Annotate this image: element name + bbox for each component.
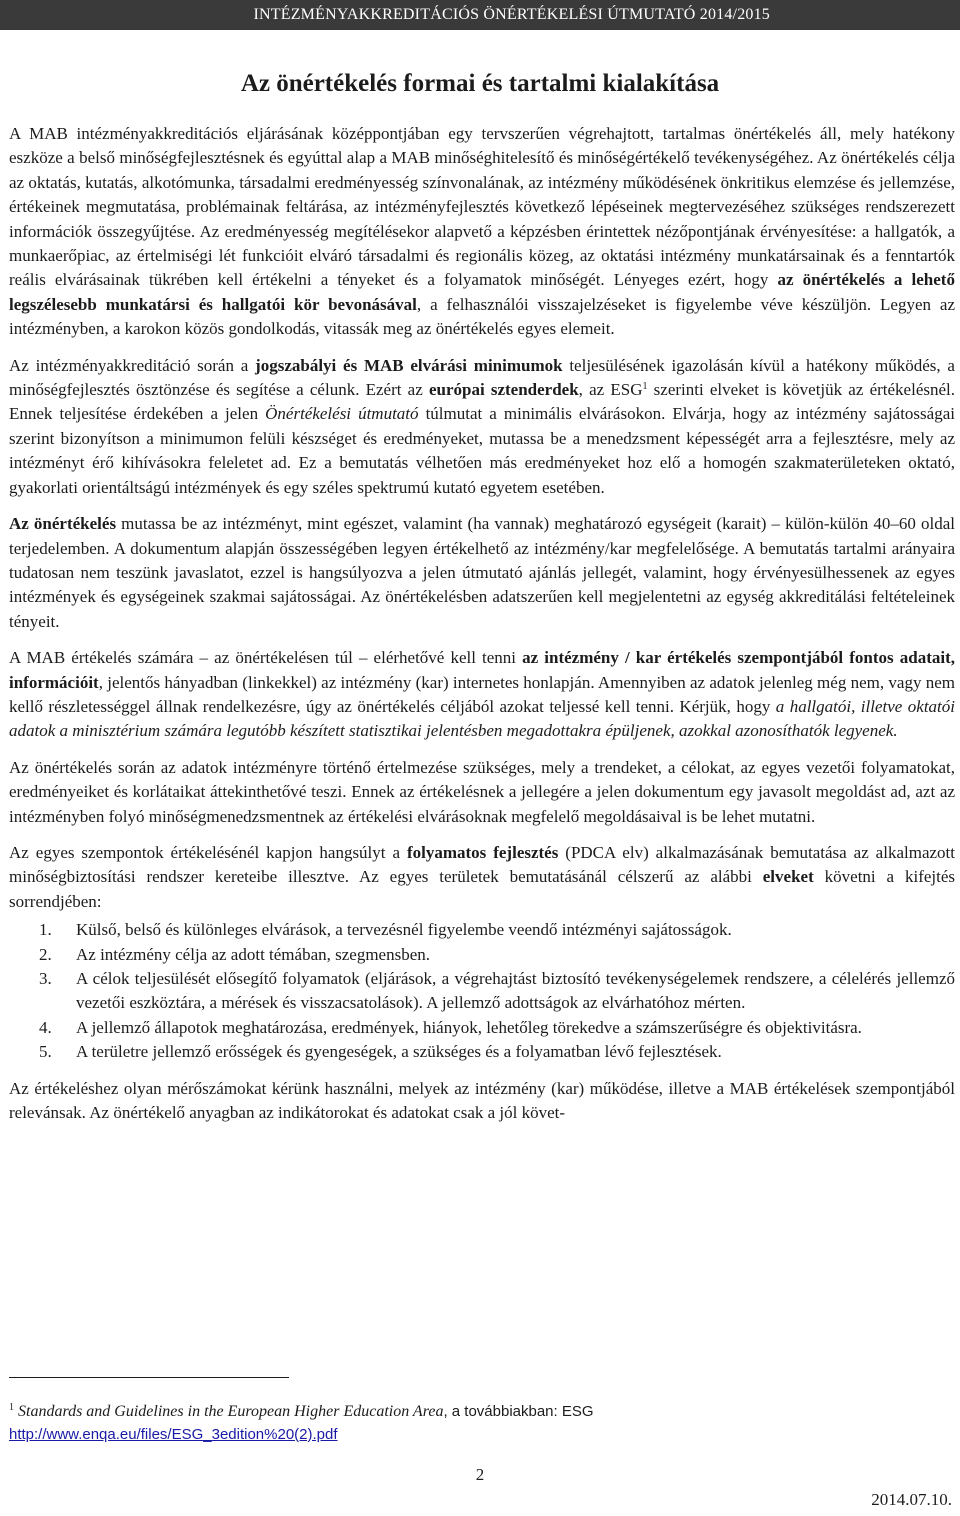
paragraph-principles bbox=[9, 841, 955, 914]
text: szerinti elveket is követjük az értékelésnél. Ennek teljesítése érdekében a jelen bbox=[9, 380, 956, 424]
text: teljesülésének igazolásán kívül a hatékony működés, a minőségfejlesztés ösztönzése és segítése a célunk. Ezért az bbox=[9, 355, 955, 400]
footnote-divider bbox=[9, 1377, 289, 1378]
paragraph-interpretation bbox=[9, 756, 955, 829]
page-title: Az önértékelés formai és tartalmi kialakítása bbox=[240, 70, 720, 97]
text: , jelentős hányadban (linkekkel) az intézmény (kar) internetes honlapján. Amennyiben az adatok jelenleg még nem, vagy nem kellő részletességgel állnak rendelkezésre, úgy az önértékelés céljából azokat teljessé kell tenni. Kérjük, hogy bbox=[9, 672, 955, 716]
document-body bbox=[9, 122, 955, 1137]
page-number: 2 bbox=[475, 1465, 485, 1484]
bold-text: folyamatos fejlesztés bbox=[406, 842, 559, 862]
footnote-text: , a továbbiakban: ESG bbox=[443, 1403, 594, 1420]
list-number: 2. bbox=[39, 944, 52, 964]
footnote-link[interactable]: http://www.enqa.eu/files/ESG_3edition%20(2).pdf bbox=[9, 1426, 338, 1443]
footnote-reference[interactable]: 1 bbox=[642, 381, 648, 393]
principles-list bbox=[9, 918, 955, 1064]
list-item-text: A területre jellemző erősségek és gyengeségek, a szükséges és a folyamatban lévő fejlesztések. bbox=[76, 1042, 722, 1062]
paragraph-intro bbox=[9, 122, 955, 342]
bold-text: jogszabályi és MAB elvárási minimumok bbox=[255, 355, 563, 375]
text: Az értékeléshez olyan mérőszámokat kérünk használni, melyek az intézmény (kar) működése, illetve a MAB értékelések szempontjából relevánsak. Az önértékelő anyagban az indikátorokat és adatokat csak a jól követ- bbox=[9, 1078, 955, 1123]
list-item bbox=[9, 943, 955, 967]
text: Az intézményakkreditáció során a bbox=[9, 355, 256, 375]
italic-text: a hallgatói, illetve oktatói adatok a minisztérium számára legutóbb készített statisztikai jelentésben megadottakra épüljenek, azokkal azonosíthatók legyenek. bbox=[9, 696, 955, 741]
paragraph-requirements bbox=[9, 354, 955, 500]
list-item-text: Külső, belső és különleges elvárások, a tervezésnél figyelembe veendő intézményi sajátosságok. bbox=[76, 920, 732, 940]
bold-text: Az önértékelés bbox=[9, 514, 117, 534]
footnote bbox=[9, 1400, 949, 1446]
list-number: 1. bbox=[39, 920, 52, 940]
text: túlmutat a minimális elvárásokon. Elvárja, hogy az intézmény sajátosságai szerint bizonyítson a minimumon felüli készséget és eredményeket, mutassa be a menedzsment képességét arra a fejlesztésre, mely az intézményt érő kihívásokra feleletet ad. Ez a bemutatás vélhetően más eredményeket hoz elő a homogén szakmaterületeken oktató, gyakorlati orientáltságú intézmények és egy széles spektrumú kutató egyetem esetében. bbox=[9, 404, 955, 497]
list-item-text: A jellemző állapotok meghatározása, eredmények, hiányok, lehetőleg törekedve a számszerűségre és objektivitásra. bbox=[76, 1017, 862, 1037]
bold-text: európai sztenderdek bbox=[428, 380, 579, 400]
text: mutassa be az intézményt, mint egészet, valamint (ha vannak) meghatározó egységeit (karait) – külön-külön 40–60 oldal terjedelemben. A dokumentum alapján összességében legyen értékelhető az intézmény/kar megfelelősége. A bemutatás tartalmi arányaira tudatosan nem teszünk javaslatot, ezzel is hangsúlyozva a jelen útmutató ajánlás jellegét, valamint, hogy érvényesülhessenek az egyes intézmények és egységeinek szakmai sajátosságai. Az önértékelésben adatszerűen kell megjelentetni az egység akkreditálási feltételeinek tényeit. bbox=[9, 514, 955, 631]
running-head bbox=[0, 0, 960, 30]
bold-text: az önértékelés a lehető legszélesebb munkatársi és hallgatói kör bevonásával bbox=[9, 270, 955, 314]
running-head-text: INTÉZMÉNYAKKREDITÁCIÓS ÖNÉRTÉKELÉSI ÚTMUTATÓ 2014/2015 bbox=[253, 6, 770, 23]
footnote-title: Standards and Guidelines in the European Higher Education Area bbox=[18, 1403, 444, 1420]
text: (PDCA elv) alkalmazásának bemutatása az alkalmazott minőségbiztosítási rendszer kereteibe illesztve. Az egyes területek bemutatásánál célszerű az alábbi bbox=[9, 842, 955, 887]
bold-text: az intézmény / kar értékelés szempontjából fontos adatait, információit bbox=[9, 648, 956, 692]
list-number: 4. bbox=[39, 1017, 52, 1037]
list-number: 3. bbox=[39, 969, 52, 988]
paragraph-data-access bbox=[9, 646, 955, 744]
footnote-mark: 1 bbox=[9, 1402, 14, 1413]
italic-text: Önértékelési útmutató bbox=[265, 404, 419, 424]
page-date: 2014.07.10. bbox=[871, 1490, 952, 1509]
list-item bbox=[9, 1016, 955, 1040]
footnote-line bbox=[9, 1400, 949, 1423]
paragraph-indicators bbox=[9, 1077, 955, 1126]
bold-text: elveket bbox=[762, 867, 814, 887]
text: A MAB értékelés számára – az önértékelésen túl – elérhetővé kell tenni bbox=[9, 648, 523, 668]
text: Az önértékelés során az adatok intézményre történő értelmezése szükséges, mely a trendeket, a célokat, az egyes vezetői folyamatokat, eredményeiket és korlátaikat áttekinthetővé teszi. Ennek az értékelésnek a jellegére a jelen dokumentum egy javasolt megoldást ad, azt az intézményben folyó minőségmenedzsmentnek az értékelési elvárásoknak megfelelő megoldásaival is be lehet mutatni. bbox=[9, 757, 955, 826]
text: , a felhasználói visszajelzéseket is figyelembe véve készüljön. Legyen az intézményben, a karokon közös gondolkodás, vitassák meg az önértékelés egyes elemeit. bbox=[9, 294, 955, 339]
list-item bbox=[9, 967, 955, 1016]
list-item-text: Az intézmény célja az adott témában, szegmensben. bbox=[76, 944, 431, 964]
list-number: 5. bbox=[39, 1042, 52, 1062]
text: A MAB intézményakkreditációs eljárásának középpontjában egy tervszerűen végrehajtott, tartalmas önértékelés áll, mely hatékony eszköze a belső minőségfejlesztésnek és egyúttal alap a MAB minőséghitelesítő és minőségértékelő tevékenységéhez. Az önértékelés célja az oktatás, kutatás, alkotómunka, társadalmi eredményesség színvonalának, az intézmény működésének önkritikus elemzése és jellemzése, értékeinek megmutatása, problémainak feltárása, az intézményfejlesztés következő lépéseinek megtervezéséhez szükséges rendszerezett információk összegyűjtése. Az eredményesség megítélésekor alapvető a képzésben érintettek nézőpontjának érvényesítése: a hallgatók, a munkaerőpiac, az értelmiségi lét funkcióit elváró társadalmi és regionális közeg, az oktatási intézmény munkatársainak és a fenntartók reális elvárásainak tükrében kell értékelni a tényeket és a folyamatok minőségét. Lényeges ezért, hogy bbox=[9, 124, 955, 290]
text: követni a kifejtés sorrendjében: bbox=[9, 867, 956, 911]
paragraph-scope bbox=[9, 512, 955, 634]
text: Az egyes szempontok értékelésénél kapjon hangsúlyt a bbox=[9, 842, 407, 862]
list-item-text: A célok teljesülését elősegítő folyamatok (eljárások, a végrehajtást biztosító tevékenységelemek rendszere, a célelérés jellemző vezetői eszköztára, a mérések és visszacsatolások). A jellemző adottságok az elvárhatóhoz mérten. bbox=[76, 969, 955, 1013]
list-item bbox=[9, 1040, 955, 1064]
list-item bbox=[9, 918, 955, 942]
text: , az ESG bbox=[578, 380, 643, 400]
